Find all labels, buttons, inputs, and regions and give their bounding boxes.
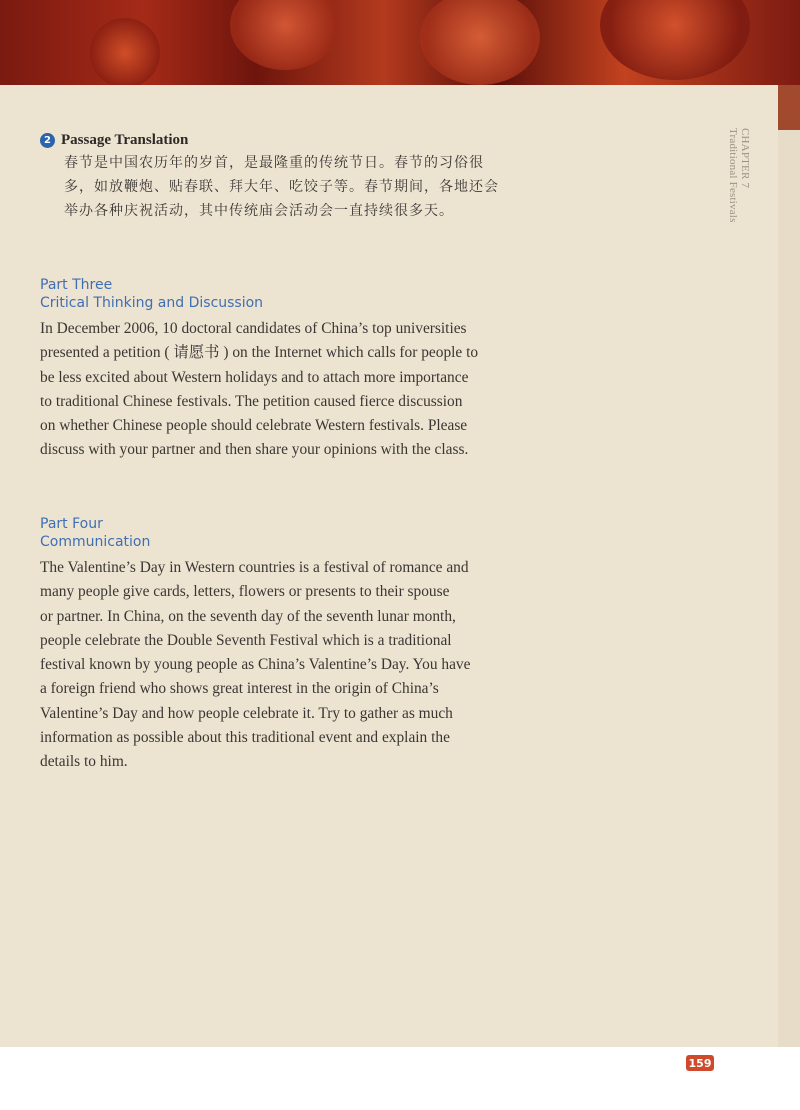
part-four-subtitle: Communication [40, 534, 151, 550]
passage-line: 多，如放鞭炮、贴春联、拜大年、吃饺子等。春节期间，各地还会 [64, 179, 499, 195]
part-four-text [40, 556, 540, 775]
translation-passage [64, 151, 544, 223]
paragraph-line: on whether Chinese people should celebrate Western festivals. Please [40, 417, 468, 435]
passage-line: 举办各种庆祝活动，其中传统庙会活动会一直持续很多天。 [64, 203, 454, 219]
paragraph-line: details to him. [40, 753, 128, 771]
paragraph-line: discuss with your partner and then share your opinions with the class. [40, 441, 469, 459]
lantern-shape [90, 18, 160, 88]
paragraph-line: In December 2006, 10 doctoral candidates of China’s top universities [40, 320, 467, 337]
translation-heading [40, 130, 188, 150]
paragraph-line: be less excited about Western holidays and to attach more importance [40, 368, 469, 386]
paragraph-line: presented a petition ( 请愿书 ) on the Internet which calls for people to [40, 344, 479, 362]
lantern-shape [230, 0, 340, 70]
paragraph-line: people celebrate the Double Seventh Festival which is a traditional [40, 631, 452, 649]
side-strip-light [778, 130, 800, 1047]
chapter-title: Traditional Festivals [727, 128, 739, 223]
paragraph-line: or partner. In China, on the seventh day of the seventh lunar month, [40, 607, 456, 625]
lantern-shape [420, 0, 540, 85]
translation-title: Passage Translation [61, 131, 189, 148]
paragraph-line: Valentine’s Day and how people celebrate it. Try to gather as much [40, 704, 453, 722]
number-badge: 2 [40, 133, 55, 148]
paragraph-line: many people give cards, letters, flowers or presents to their spouse [40, 583, 450, 601]
part-three-subtitle: Critical Thinking and Discussion [40, 295, 264, 311]
paragraph-line: festival known by young people as China’s Valentine’s Day. You have [40, 656, 471, 674]
part-four-label: Part Four [40, 516, 103, 532]
part-three-label: Part Three [40, 277, 113, 293]
passage-line: 春节是中国农历年的岁首，是最隆重的传统节日。春节的习俗很 [64, 155, 484, 171]
header-lantern-photo [0, 0, 800, 88]
part-three-text [40, 317, 540, 463]
page-number: 159 [686, 1055, 714, 1071]
paragraph-line: information as possible about this traditional event and explain the [40, 729, 450, 747]
chapter-tab [727, 128, 751, 258]
lantern-shape [600, 0, 750, 80]
paragraph-line: The Valentine’s Day in Western countries is a festival of romance and [40, 559, 469, 576]
chapter-number: CHAPTER 7 [739, 128, 751, 189]
paragraph-line: a foreign friend who shows great interest in the origin of China’s [40, 680, 439, 698]
paragraph-line: to traditional Chinese festivals. The petition caused fierce discussion [40, 392, 463, 410]
